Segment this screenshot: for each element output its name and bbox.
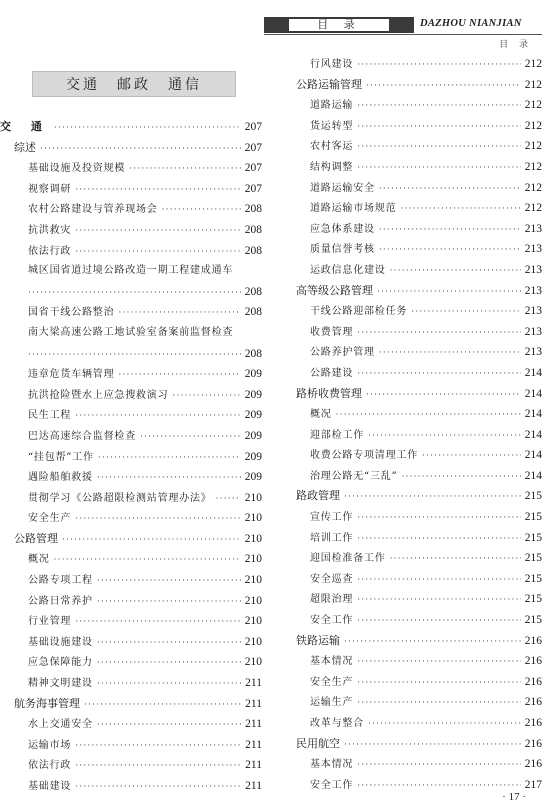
toc-leader-dots [379,343,521,364]
toc-entry[interactable] [0,261,262,282]
toc-entry-page: 216 [524,675,542,688]
toc-entry[interactable] [0,138,262,159]
toc-entry-label: 基础设施及投资规模 [28,163,126,175]
toc-leader-dots [344,735,521,756]
toc-leader-dots [390,261,521,282]
toc-leader-dots [357,529,521,550]
section-title: 交通 邮政 通信 [32,71,236,97]
toc-entry-label: 干线公路迎部检任务 [310,306,408,318]
toc-entry-label: 抗洪救灾 [28,224,72,236]
toc-entry[interactable] [0,282,262,303]
toc-leader-dots [75,612,241,633]
toc-entry-page: 213 [524,243,542,256]
toc-entry[interactable] [0,570,262,591]
toc-entry-page: 208 [244,285,262,298]
toc-entry-page: 211 [245,738,262,751]
toc-entry-page: 215 [524,511,542,524]
toc-leader-dots [357,96,521,117]
toc-entry-label: 交 通 [0,120,50,133]
toc-entry[interactable] [0,755,262,776]
toc-entry-page: 214 [524,469,542,482]
toc-entry[interactable] [0,117,262,138]
toc-entry[interactable] [0,158,262,179]
toc-entry-page: 211 [245,718,262,731]
toc-entry-page: 208 [244,306,262,319]
toc-leader-dots [357,55,521,76]
toc-entry[interactable] [296,507,542,528]
toc-entry-page: 212 [524,99,542,112]
toc-entry-page: 207 [244,182,262,195]
toc-entry-label: 迎国检准备工作 [310,553,386,565]
toc-entry-page: 215 [524,614,542,627]
toc-leader-dots [129,159,241,180]
toc-entry[interactable] [296,713,542,734]
toc-entry[interactable] [0,344,262,365]
toc-entry-page: 212 [524,58,542,70]
toc-entry[interactable] [296,301,542,322]
header-tab [264,17,414,33]
toc-entry-label: 巴达高速综合监督检查 [28,430,136,442]
toc-leader-dots [75,406,241,427]
toc-entry-page: 210 [244,532,262,545]
toc-entry-label: 航务海事管理 [14,696,80,710]
toc-entry-label: 基本情况 [310,656,354,668]
toc-entry-page: 207 [244,121,262,133]
toc-entry-label: 概况 [28,554,50,566]
toc-leader-dots [344,632,521,653]
toc-entry-label: 运政信息化建设 [310,264,386,276]
toc-entry-label: 高等级公路管理 [296,283,373,297]
toc-entry-page: 216 [524,717,542,729]
toc-entry-page: 208 [244,223,262,236]
toc-entry[interactable] [296,589,542,610]
toc-leader-dots [98,448,241,469]
toc-leader-dots [401,467,520,488]
toc-leader-dots [336,405,521,426]
toc-leader-dots [368,714,521,735]
toc-entry[interactable] [296,363,542,384]
toc-entry-page: 209 [244,388,262,401]
toc-entry[interactable] [0,364,262,385]
toc-leader-dots [344,487,521,508]
toc-entry-label: 城区国省道过境公路改造一期工程建成通车 [28,265,234,277]
toc-entry-page: 215 [524,593,542,606]
toc-entry-page: 212 [524,78,542,91]
toc-entry-page: 210 [244,615,262,628]
toc-leader-dots [75,242,241,263]
toc-entry-page: 209 [244,471,262,484]
toc-entry[interactable] [296,404,542,425]
toc-entry-label: 宣传工作 [310,512,354,524]
toc-entry-label: 精神文明建设 [28,678,93,690]
toc-entry-label: 农村客运 [310,141,354,153]
toc-entry-label: 公路管理 [14,531,58,545]
toc-entry-label: 运输生产 [310,697,354,709]
toc-entry-page: 209 [244,368,262,381]
toc-entry-label: 安全巡查 [310,573,354,585]
toc-entry-page: 208 [244,347,262,360]
toc-entry-page: 211 [245,759,262,772]
toc-entry-label: 道路运输安全 [310,182,375,194]
toc-entry-label: 迎部检工作 [310,429,364,441]
toc-entry-page: 215 [524,572,542,585]
toc-entry[interactable] [0,323,262,344]
toc-entry-label: 综述 [14,140,36,154]
toc-entry[interactable] [0,241,262,262]
toc-entry-page: 211 [245,780,262,792]
toc-entry[interactable] [0,611,262,632]
toc-entry[interactable] [296,384,542,405]
toc-leader-dots [216,489,241,510]
toc-leader-dots [357,776,521,797]
toc-entry[interactable] [296,198,542,219]
toc-entry-label: 概况 [310,409,332,421]
toc-entry-page: 209 [244,450,262,463]
toc-entry[interactable] [0,776,262,797]
toc-leader-dots [75,180,241,201]
toc-entry-page: 217 [524,778,542,791]
page-number: · 17 · [502,791,526,803]
header-rule [264,34,542,35]
toc-leader-dots [368,426,521,447]
toc-entry[interactable] [296,610,542,631]
toc-entry[interactable] [0,632,262,653]
toc-entry-label: 结构调整 [310,161,354,173]
toc-entry[interactable] [296,569,542,590]
toc-entry[interactable] [296,486,542,507]
toc-entry[interactable] [296,95,542,116]
toc-leader-dots [118,303,240,324]
toc-entry-label: 安全工作 [310,779,354,791]
toc-leader-dots [357,590,521,611]
toc-entry[interactable] [0,529,262,550]
toc-entry-page: 209 [244,409,262,422]
toc-entry-page: 213 [524,305,542,318]
toc-entry[interactable] [0,591,262,612]
toc-entry-page: 211 [245,697,262,710]
toc-entry-label: 铁路运输 [296,633,340,647]
toc-leader-dots [422,446,521,467]
toc-entry-page: 215 [524,490,542,503]
toc-entry-label: 应急保障能力 [28,657,93,669]
toc-entry-label: 路桥收费管理 [296,386,362,400]
toc-leader-dots [97,674,241,695]
toc-entry-page: 208 [244,244,262,257]
toc-entry[interactable] [0,652,262,673]
toc-entry-page: 212 [524,140,542,153]
toc-entry[interactable] [296,322,542,343]
toc-entry[interactable] [296,116,542,137]
toc-entry-page: 210 [244,656,262,669]
toc-entry-label: 改革与整合 [310,718,364,729]
toc-leader-dots [75,221,241,242]
toc-entry[interactable] [0,302,262,323]
toc-leader-dots [75,756,241,777]
toc-leader-dots [28,345,241,366]
toc-entry-page: 214 [524,408,542,421]
toc-entry[interactable] [296,178,542,199]
toc-leader-dots [357,158,521,179]
toc-entry-label: 培训工作 [310,532,354,544]
toc-entry-label: 南大梁高速公路工地试验室备案前监督检查 [28,326,234,338]
toc-entry-page: 214 [524,428,542,441]
toc-entry[interactable] [296,548,542,569]
toc-entry[interactable] [296,342,542,363]
toc-entry-page: 215 [524,552,542,565]
toc-entry-page: 213 [524,325,542,338]
toc-entry[interactable] [0,179,262,200]
toc-entry-page: 216 [524,634,542,647]
toc-entry-page: 214 [524,449,542,462]
toc-entry[interactable] [296,157,542,178]
toc-entry[interactable] [0,385,262,406]
toc-leader-dots [357,652,521,673]
toc-entry[interactable] [296,734,542,755]
toc-entry-label: “挂包帮”工作 [28,451,94,463]
toc-entry-label: 道路运输市场规范 [310,203,397,215]
toc-entry[interactable] [0,714,262,735]
toc-entry[interactable] [296,136,542,157]
toc-leader-dots [357,508,521,529]
toc-entry-page: 207 [244,162,262,175]
toc-entry-label: 农村公路建设与管养现场会 [28,204,158,216]
toc-leader-dots [97,653,241,674]
toc-entry[interactable] [296,219,542,240]
toc-entry-label: 基本情况 [310,759,354,771]
toc-leader-dots [97,571,241,592]
toc-leader-dots [357,693,521,714]
toc-entry-label: 收费管理 [310,326,354,338]
toc-entry-page: 215 [524,531,542,544]
toc-entry-label: 公路养护管理 [310,347,375,359]
toc-entry[interactable] [296,281,542,302]
toc-entry-label: 国省干线公路整治 [28,307,115,319]
toc-entry-label: 公路专项工程 [28,575,93,587]
toc-entry[interactable] [296,672,542,693]
toc-entry-label: 遇险船舶救援 [28,472,93,484]
toc-leader-dots [97,468,241,489]
toc-leader-dots [40,139,241,160]
header-title-en: DAZHOU NIANJIAN [420,18,522,29]
toc-entry-label: 超限治理 [310,594,354,606]
toc-entry-label: 抗洪抢险暨水上应急搜救演习 [28,389,169,401]
toc-entry[interactable] [296,445,542,466]
toc-leader-dots [357,323,521,344]
toc-entry[interactable] [296,528,542,549]
toc-entry[interactable] [0,426,262,447]
toc-entry-page: 216 [524,737,542,750]
toc-entry-page: 213 [524,263,542,276]
toc-entry[interactable] [0,694,262,715]
toc-entry-page: 212 [524,160,542,173]
toc-entry-page: 211 [245,677,262,690]
toc-entry-page: 212 [524,119,542,132]
toc-entry-page: 210 [244,574,262,587]
toc-entry[interactable] [0,488,262,509]
toc-entry-label: 民生工程 [28,410,72,422]
toc-leader-dots [357,611,521,632]
toc-entry-label: 公路建设 [310,367,354,379]
toc-leader-dots [400,199,520,220]
toc-entry-label: 依法行政 [28,245,72,257]
toc-entry-label: 治理公路无“三乱” [310,470,398,482]
toc-entry-page: 212 [524,202,542,215]
toc-entry-label: 路政管理 [296,489,340,503]
toc-entry[interactable] [0,735,262,756]
toc-entry-page: 213 [524,284,542,297]
toc-entry-label: 民用航空 [296,736,340,750]
toc-entry-page: 210 [244,594,262,607]
toc-entry[interactable] [296,631,542,652]
toc-leader-dots [357,673,521,694]
toc-entry[interactable] [296,260,542,281]
toc-entry-page: 210 [244,635,262,648]
toc-entry-label: 依法行政 [28,760,72,772]
toc-leader-dots [357,755,521,776]
toc-leader-dots [357,137,521,158]
toc-entry-label: 收费公路专项清理工作 [310,450,418,462]
toc-entry-page: 216 [524,758,542,771]
toc-entry[interactable] [296,239,542,260]
toc-leader-dots [118,365,240,386]
toc-entry[interactable] [296,425,542,446]
toc-entry[interactable] [0,508,262,529]
toc-entry-page: 207 [244,141,262,154]
toc-entry-label: 视察调研 [28,183,72,195]
toc-entry[interactable] [296,75,542,96]
toc-entry-page: 213 [524,346,542,359]
toc-leader-dots [357,364,521,385]
toc-leader-dots [28,283,241,304]
toc-leader-dots [75,509,241,530]
toc-entry[interactable] [0,220,262,241]
header-title: 目 录 [289,19,389,31]
toc-entry-label: 违章危货车辆管理 [28,369,115,381]
toc-entry-page: 210 [244,491,262,504]
toc-leader-dots [411,302,521,323]
toc-entry-page: 209 [244,429,262,442]
toc-leader-dots [379,179,521,200]
toc-leader-dots [75,777,241,798]
toc-entry[interactable] [0,405,262,426]
toc-leader-dots [357,117,521,138]
toc-leader-dots [377,282,521,303]
toc-entry-page: 216 [524,696,542,709]
toc-leader-dots [379,240,521,261]
toc-entry-label: 货运转型 [310,120,354,132]
toc-entry-label: 贯彻学习《公路超限检测站管理办法》 [28,492,212,504]
toc-entry-label: 行风建设 [310,59,354,70]
toc-entry[interactable] [0,467,262,488]
toc-leader-dots [84,695,241,716]
toc-leader-dots [366,76,521,97]
toc-entry[interactable] [296,754,542,775]
toc-entry-label: 运输市场 [28,739,72,751]
toc-leader-dots [379,220,521,241]
toc-entry-label: 公路运输管理 [296,77,362,91]
toc-entry-page: 212 [524,181,542,194]
toc-leader-dots [390,549,521,570]
toc-entry-page: 210 [244,553,262,566]
toc-leader-dots [75,736,241,757]
toc-leader-dots [62,530,241,551]
toc-entry-label: 基础建设 [28,781,72,792]
toc-entry[interactable] [0,199,262,220]
toc-entry-label: 质量信誉考核 [310,244,375,256]
toc-entry-label: 安全工作 [310,615,354,627]
toc-entry-label: 道路运输 [310,100,354,112]
toc-entry[interactable] [296,692,542,713]
toc-leader-dots [54,550,241,571]
header-subtitle: 目 录 [499,40,532,50]
toc-leader-dots [172,386,240,407]
toc-entry-page: 210 [244,512,262,525]
toc-entry[interactable] [296,651,542,672]
toc-entry-page: 208 [244,203,262,216]
toc-leader-dots [162,200,241,221]
toc-entry-page: 216 [524,655,542,668]
toc-entry-page: 214 [524,387,542,400]
toc-entry-label: 安全生产 [310,676,354,688]
toc-entry-page: 213 [524,222,542,235]
toc-leader-dots [366,385,521,406]
toc-entry-label: 行业管理 [28,616,72,628]
toc-entry-label: 安全生产 [28,513,72,525]
toc-leader-dots [97,715,241,736]
toc-leader-dots [357,570,521,591]
toc-leader-dots [97,592,241,613]
toc-entry-label: 应急体系建设 [310,223,375,235]
toc-entry[interactable] [0,673,262,694]
toc-leader-dots [54,118,241,139]
toc-entry-label: 公路日常养护 [28,595,93,607]
toc-entry[interactable] [0,447,262,468]
toc-leader-dots [140,427,241,448]
toc-left-column [0,117,262,797]
toc-entry[interactable] [0,549,262,570]
toc-leader-dots [97,633,241,654]
toc-entry-label: 基础设施建设 [28,636,93,648]
toc-entry-label: 水上交通安全 [28,719,93,731]
toc-entry[interactable] [296,466,542,487]
toc-right-column [296,54,542,795]
toc-entry[interactable] [296,54,542,75]
toc-entry-page: 214 [524,366,542,379]
